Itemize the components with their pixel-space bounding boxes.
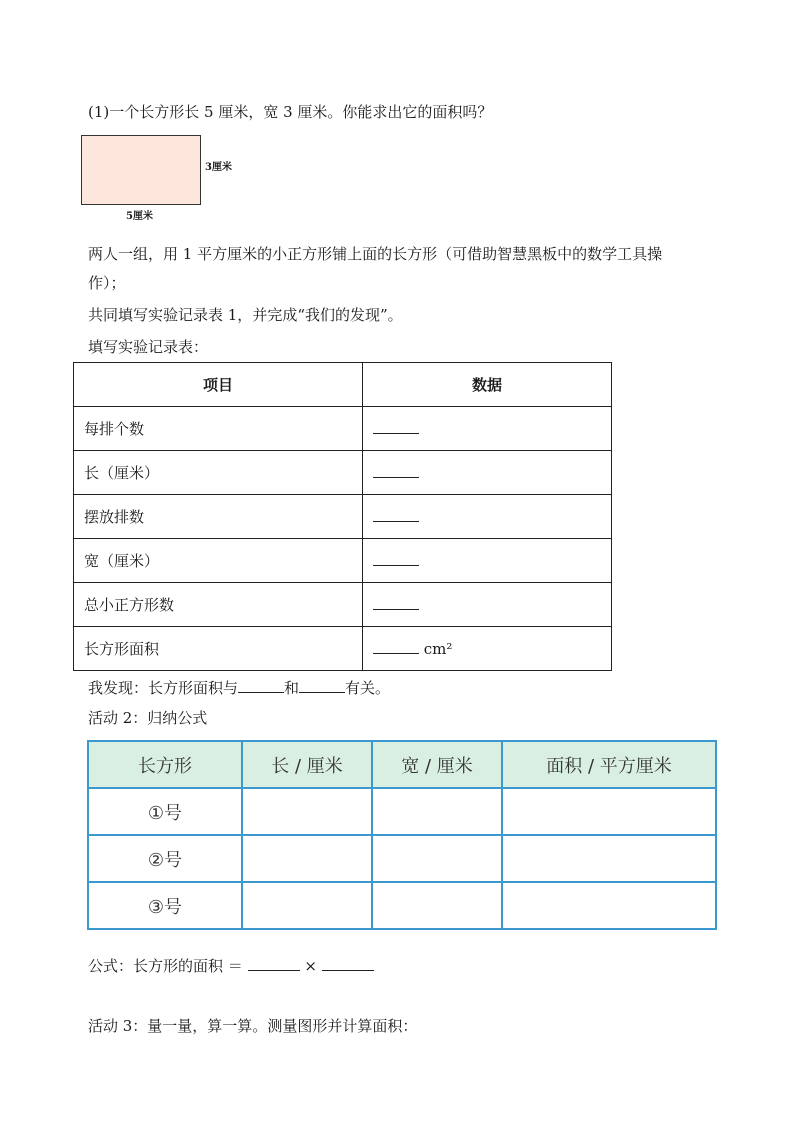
data-cell[interactable]: [242, 835, 372, 882]
column-header: 宽 / 厘米: [372, 741, 502, 788]
row-label: ③号: [88, 882, 242, 929]
data-cell[interactable]: [363, 627, 612, 671]
data-cell[interactable]: [502, 788, 716, 835]
row-label: ①号: [88, 788, 242, 835]
column-header: 面积 / 平方厘米: [502, 741, 716, 788]
length-label: 5厘米: [126, 211, 153, 222]
answer-blank[interactable]: [238, 678, 284, 693]
discovery-sentence: [88, 677, 390, 698]
table-row: [88, 835, 716, 882]
formula-prefix: 公式：长方形的面积 ＝: [88, 957, 243, 975]
data-cell[interactable]: [372, 835, 502, 882]
column-header: 数据: [363, 363, 612, 407]
table-header-row: [74, 363, 612, 407]
data-cell[interactable]: [363, 495, 612, 539]
times-sign: ×: [304, 957, 317, 975]
answer-blank[interactable]: [373, 551, 419, 566]
data-cell[interactable]: [372, 882, 502, 929]
answer-blank[interactable]: [248, 956, 300, 971]
data-cell[interactable]: [242, 788, 372, 835]
answer-blank[interactable]: [322, 956, 374, 971]
column-header: 长方形: [88, 741, 242, 788]
experiment-record-table: [73, 362, 612, 671]
rectangle-figure: [81, 135, 201, 205]
instruction-text-1-cont: 作）；: [88, 274, 126, 292]
column-header: 长 / 厘米: [242, 741, 372, 788]
table-row: [74, 495, 612, 539]
table-row: [74, 627, 612, 671]
table-row: [74, 583, 612, 627]
discovery-suffix: 有关。: [345, 679, 391, 697]
instruction-text-1: 两人一组，用 1 平方厘米的小正方形铺上面的长方形（可借助智慧黑板中的数学工具操: [88, 245, 663, 263]
width-label: 3厘米: [205, 162, 232, 173]
table-row: [74, 539, 612, 583]
data-cell[interactable]: [363, 583, 612, 627]
answer-blank[interactable]: [299, 678, 345, 693]
data-cell[interactable]: [502, 835, 716, 882]
row-label: 长方形面积: [74, 627, 363, 671]
activity3-title: 活动 3：量一量，算一算。测量图形并计算面积：: [88, 1017, 418, 1035]
discovery-prefix: 我发现：长方形面积与: [88, 679, 239, 697]
question-text: (1)一个长方形长 5 厘米，宽 3 厘米。你能求出它的面积吗？: [88, 103, 493, 121]
row-label: ②号: [88, 835, 242, 882]
row-label: 总小正方形数: [74, 583, 363, 627]
table-row: [88, 882, 716, 929]
row-label: 摆放排数: [74, 495, 363, 539]
answer-blank[interactable]: [373, 419, 419, 434]
data-cell[interactable]: [372, 788, 502, 835]
instruction-text-2: 共同填写实验记录表 1，并完成“我们的发现”。: [88, 306, 403, 324]
data-cell[interactable]: [502, 882, 716, 929]
answer-blank[interactable]: [373, 507, 419, 522]
table1-title: 填写实验记录表：: [88, 338, 209, 356]
answer-blank[interactable]: [373, 463, 419, 478]
row-label: 长（厘米）: [74, 451, 363, 495]
data-cell[interactable]: [363, 539, 612, 583]
formula-table: [87, 740, 717, 930]
formula-line: [88, 955, 374, 976]
activity2-title: 活动 2：归纳公式: [88, 709, 208, 727]
unit-label: cm²: [419, 640, 453, 658]
row-label: 每排个数: [74, 407, 363, 451]
discovery-mid: 和: [284, 679, 300, 697]
table-header-row: [88, 741, 716, 788]
answer-blank[interactable]: [373, 595, 419, 610]
row-label: 宽（厘米）: [74, 539, 363, 583]
data-cell[interactable]: [363, 451, 612, 495]
table-row: [88, 788, 716, 835]
column-header: 项目: [74, 363, 363, 407]
table-row: [74, 407, 612, 451]
table-row: [74, 451, 612, 495]
data-cell[interactable]: [242, 882, 372, 929]
answer-blank[interactable]: [373, 639, 419, 654]
data-cell[interactable]: [363, 407, 612, 451]
